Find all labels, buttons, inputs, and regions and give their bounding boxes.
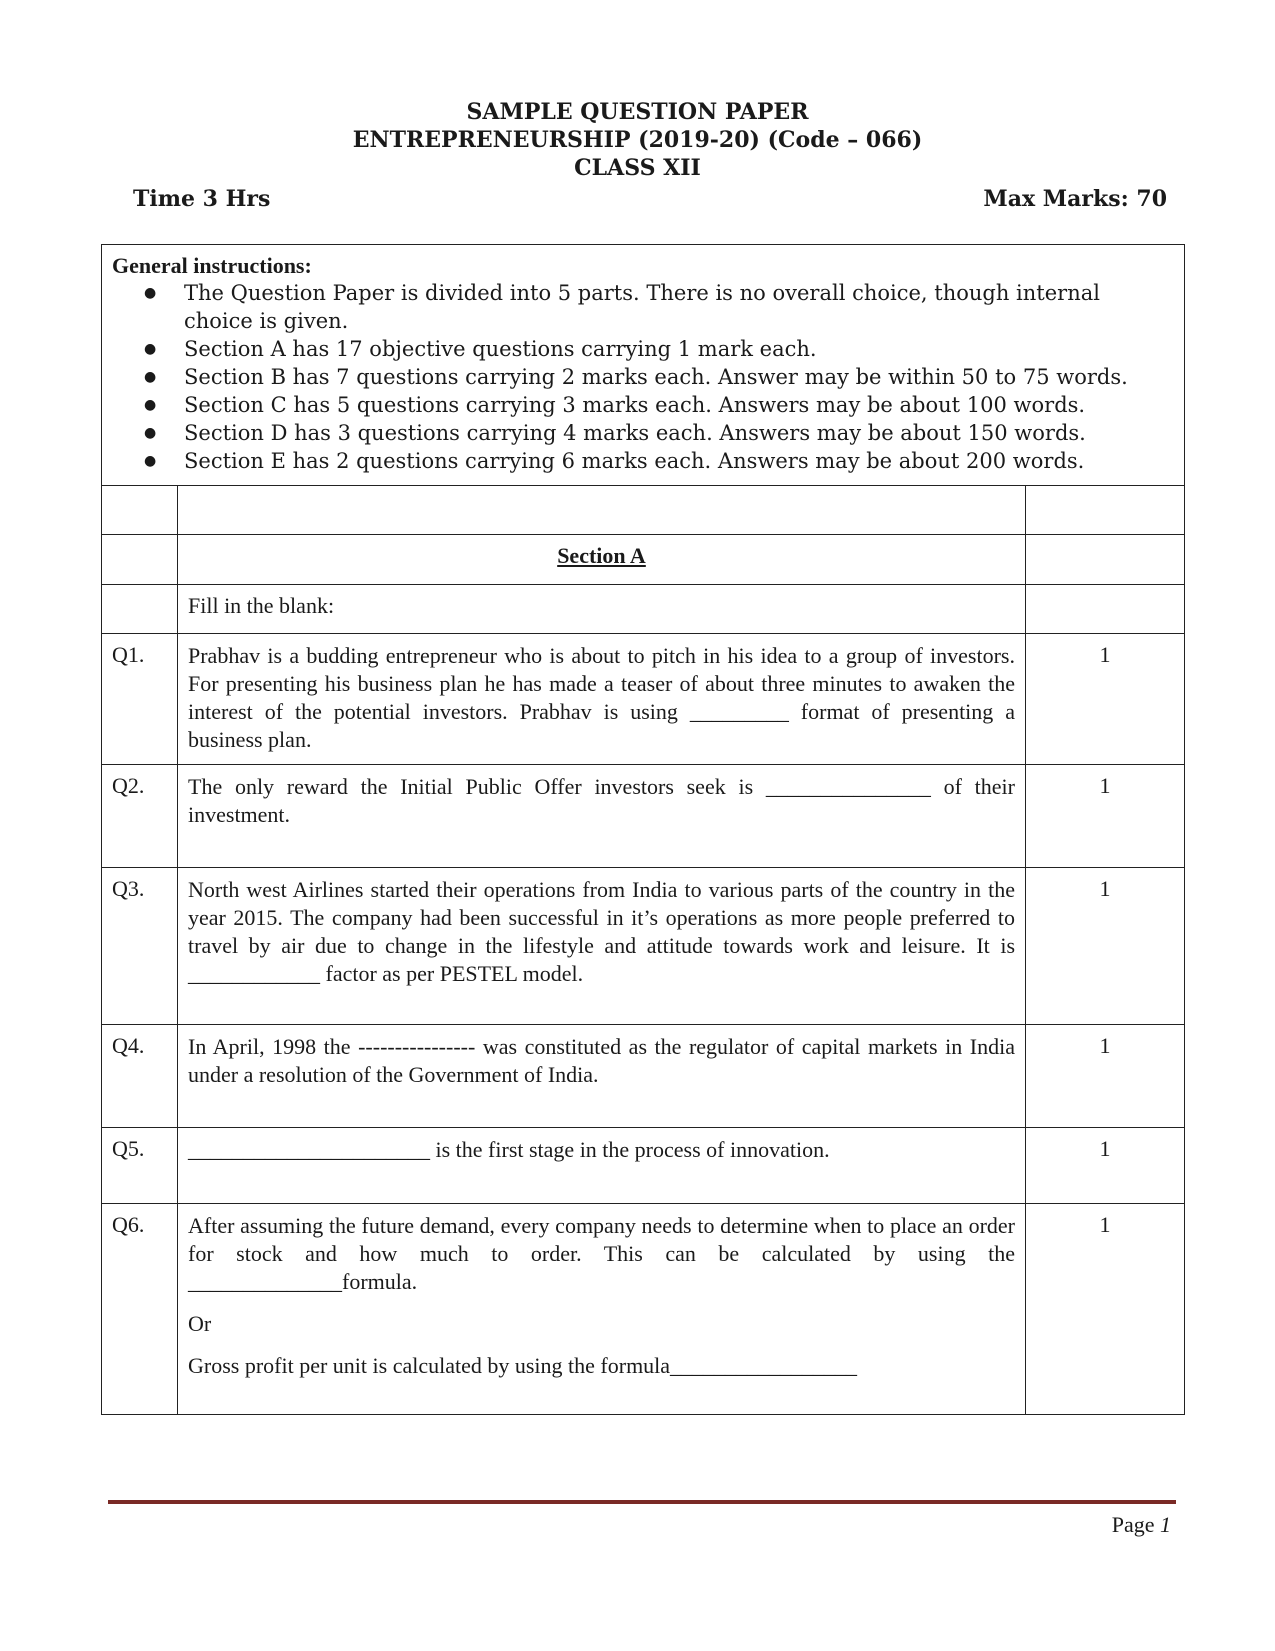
instructions-box (102, 245, 1185, 486)
class-title: CLASS XII (574, 155, 701, 181)
question-text: ______________________ is the first stage in the process of innovation. (178, 1128, 1026, 1204)
empty-row (102, 486, 1185, 535)
page-label: Page (1111, 1512, 1155, 1537)
instruction-item: ● The Question Paper is divided into 5 parts. There is no overall choice, though internal choice is given. (184, 279, 1174, 335)
question-marks: 1 (1026, 1128, 1185, 1204)
question-marks: 1 (1026, 634, 1185, 765)
alternate-question-text: Gross profit per unit is calculated by using the formula_________________ (188, 1353, 858, 1378)
instruction-item: ● Section B has 7 questions carrying 2 marks each. Answer may be within 50 to 75 words. (184, 363, 1174, 391)
page-number-value: 1 (1160, 1512, 1171, 1537)
instructions-list (112, 279, 1174, 475)
question-number: Q1. (102, 634, 178, 765)
instruction-item: ● Section C has 5 questions carrying 3 marks each. Answers may be about 100 words. (184, 391, 1174, 419)
section-subtitle-row (102, 585, 1185, 634)
question-text: Prabhav is a budding entrepreneur who is about to pitch in his idea to a group of investors. For presenting his business plan he has made a teaser of about three minutes to awaken the interest of the potential investors. Prabhav is using _________ format of presenting a business plan. (178, 634, 1026, 765)
section-header-row (102, 535, 1185, 585)
question-number: Q5. (102, 1128, 178, 1204)
table-row (102, 634, 1185, 765)
table-row (102, 868, 1185, 1025)
question-marks: 1 (1026, 868, 1185, 1025)
question-number: Q3. (102, 868, 178, 1025)
question-number: Q4. (102, 1025, 178, 1128)
question-text: The only reward the Initial Public Offer investors seek is _______________ of their investment. (178, 765, 1026, 868)
page-number (1112, 1512, 1171, 1538)
question-text: North west Airlines started their operations from India to various parts of the country in the year 2015. The company had been successful in it’s operations as more people preferred to travel by air due to change in the lifestyle and attitude towards work and leisure. It is ____________ factor as per PESTEL model. (178, 868, 1026, 1025)
time-allowed: Time 3 Hrs (133, 186, 271, 212)
paper-header (0, 98, 1275, 182)
instruction-item: ● Section E has 2 questions carrying 6 marks each. Answers may be about 200 words. (184, 447, 1174, 475)
instructions-title: General instructions: (112, 253, 312, 278)
question-number: Q2. (102, 765, 178, 868)
table-row (102, 765, 1185, 868)
table-row (102, 1204, 1185, 1415)
question-marks: 1 (1026, 1025, 1185, 1128)
subject-title: ENTREPRENEURSHIP (2019-20) (Code – 066) (352, 127, 923, 153)
question-text: After assuming the future demand, every company needs to determine when to place an order for stock and how much to order. This can be calculated by using the ______________formula. (188, 1213, 1015, 1294)
question-table (101, 244, 1185, 1415)
question-number: Q6. (102, 1204, 178, 1415)
instruction-item: ● Section A has 17 objective questions carrying 1 mark each. (184, 335, 1174, 363)
section-title: Section A (178, 535, 1026, 585)
max-marks: Max Marks: 70 (983, 186, 1167, 212)
question-marks: 1 (1026, 765, 1185, 868)
question-text-block (178, 1204, 1026, 1415)
question-marks: 1 (1026, 1204, 1185, 1415)
or-label: Or (188, 1311, 212, 1336)
paper-title: SAMPLE QUESTION PAPER (466, 99, 809, 125)
section-subtitle: Fill in the blank: (178, 585, 1026, 634)
table-row (102, 1025, 1185, 1128)
instructions-row (102, 245, 1185, 486)
footer-divider (108, 1500, 1176, 1504)
table-row (102, 1128, 1185, 1204)
instruction-item: ● Section D has 3 questions carrying 4 marks each. Answers may be about 150 words. (184, 419, 1174, 447)
question-text: In April, 1998 the ---------------- was constituted as the regulator of capital markets in India under a resolution of the Government of India. (178, 1025, 1026, 1128)
